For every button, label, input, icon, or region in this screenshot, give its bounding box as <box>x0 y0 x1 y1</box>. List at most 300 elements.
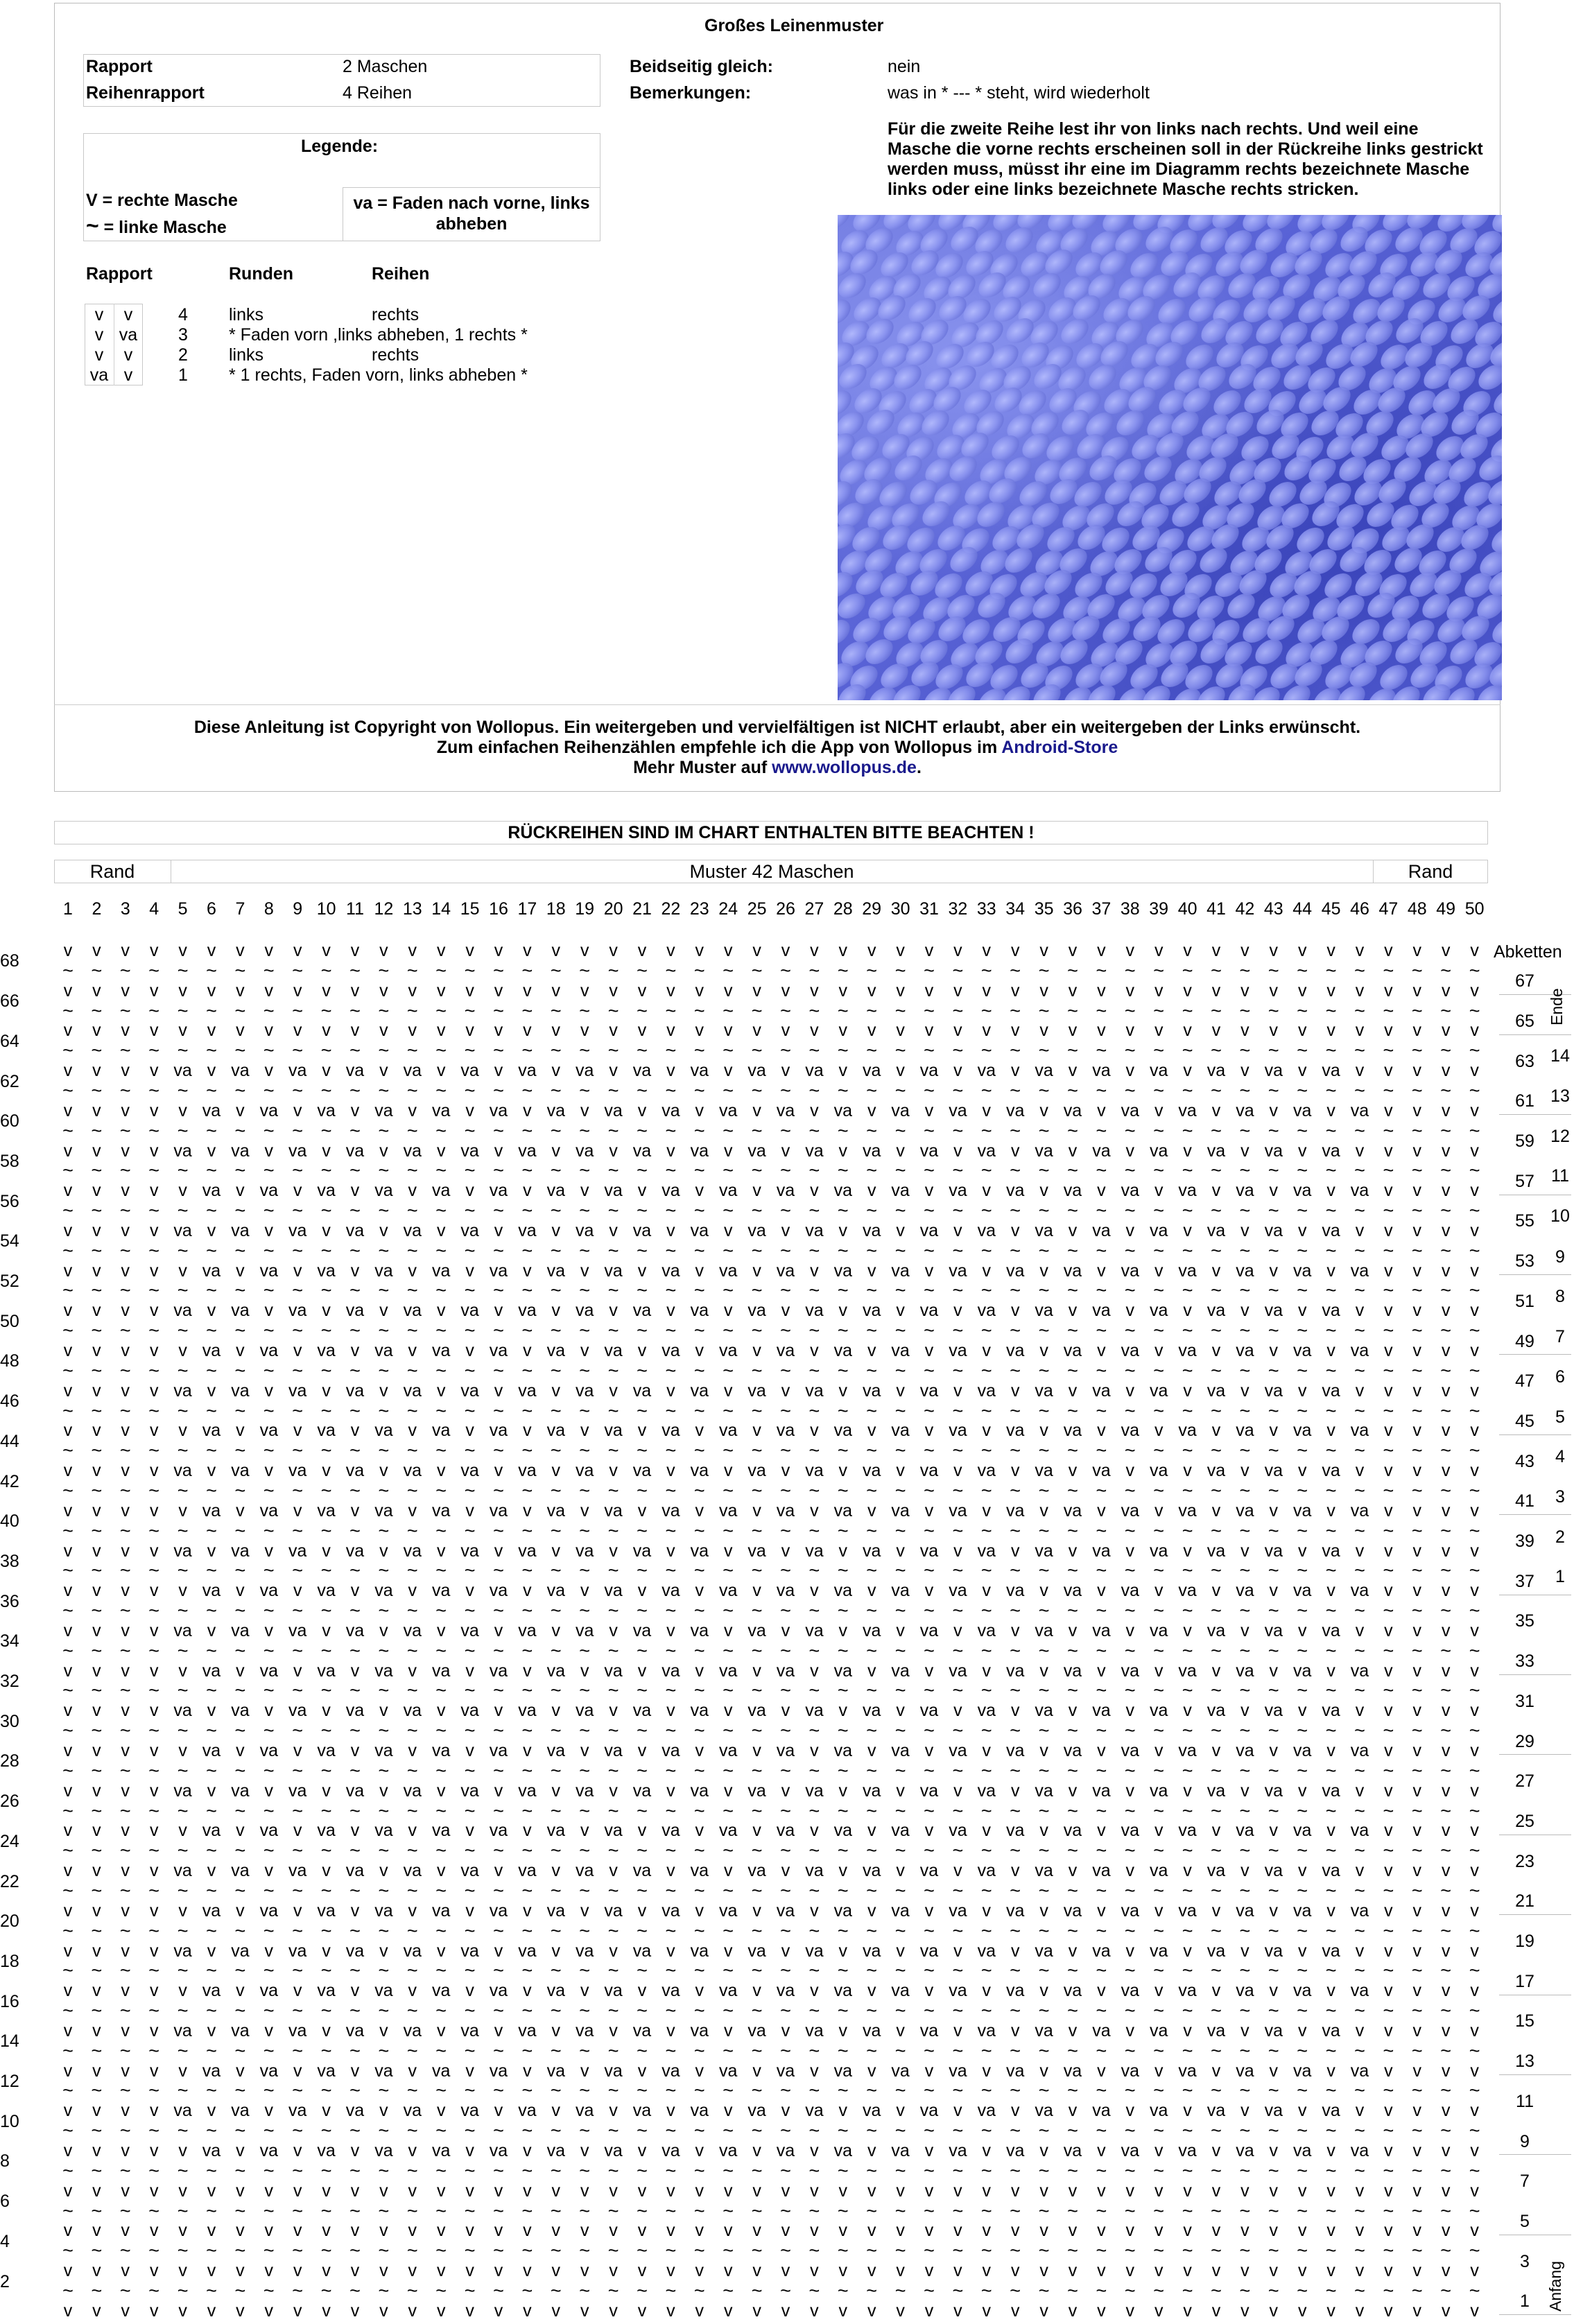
chart-stitch: v <box>1154 2261 1164 2280</box>
chart-stitch: v <box>953 1701 962 1720</box>
chart-stitch: v <box>121 1101 130 1120</box>
chart-stitch: ~ <box>493 2201 504 2221</box>
chart-stitch: v <box>379 2181 388 2201</box>
chart-stitch: ~ <box>980 1920 992 1941</box>
chart-stitch: v <box>207 2301 216 2321</box>
chart-stitch: va <box>747 1861 766 1880</box>
chart-stitch: va <box>489 1981 508 2000</box>
chart-stitch: ~ <box>1325 1640 1337 1661</box>
chart-stitch: ~ <box>464 1000 476 1021</box>
chart-stitch: ~ <box>607 1200 619 1221</box>
chart-stitch: ~ <box>1469 1801 1480 1821</box>
chart-stitch: ~ <box>579 2000 591 2021</box>
chart-stitch: v <box>408 1421 417 1440</box>
chart-stitch: va <box>1121 1181 1139 1200</box>
chart-stitch: v <box>666 1461 675 1480</box>
chart-stitch: v <box>149 1621 159 1640</box>
chart-stitch: ~ <box>607 1720 619 1741</box>
chart-stitch: ~ <box>866 1520 878 1541</box>
chart-stitch: ~ <box>1010 1440 1021 1461</box>
chart-stitch: ~ <box>1182 2080 1193 2101</box>
chart-stitch: ~ <box>1239 1401 1251 1421</box>
chart-stitch: v <box>924 2301 934 2321</box>
chart-stitch: v <box>1039 2061 1048 2081</box>
chart-stitch: ~ <box>1297 1720 1308 1741</box>
chart-stitch: ~ <box>1067 1640 1078 1661</box>
chart-stitch: ~ <box>119 1640 131 1661</box>
chart-stitch: v <box>896 1221 905 1240</box>
chart-stitch: v <box>637 981 647 1000</box>
chart-stitch: ~ <box>1325 1680 1337 1701</box>
chart-stitch: v <box>1010 1221 1020 1240</box>
chart-stitch: va <box>1063 1261 1082 1281</box>
chart-stitch: ~ <box>521 1120 533 1141</box>
chart-stitch: ~ <box>263 2240 275 2261</box>
chart-stitch: va <box>431 1821 451 1840</box>
chart-stitch: ~ <box>1297 1080 1308 1101</box>
chart-stitch: ~ <box>579 1040 591 1061</box>
chart-stitch: ~ <box>292 1200 304 1221</box>
chart-stitch: v <box>1326 1181 1335 1200</box>
chart-stitch: v <box>465 1021 474 1040</box>
chart-stitch: v <box>523 1821 532 1840</box>
chart-stitch: v <box>236 1981 245 2000</box>
chart-stitch: v <box>149 1261 159 1281</box>
chart-stitch: ~ <box>808 1720 820 1741</box>
chart-stitch: v <box>1470 1701 1479 1720</box>
chart-stitch: va <box>489 1501 508 1520</box>
chart-stitch: ~ <box>1182 2160 1193 2181</box>
chart-stitch: v <box>1183 1701 1192 1720</box>
row-number-even: 44 <box>0 1432 19 1451</box>
chart-stitch: v <box>666 1061 675 1080</box>
chart-stitch: v <box>1441 2061 1451 2081</box>
chart-stitch: va <box>431 1581 451 1600</box>
chart-stitch: v <box>982 1261 992 1281</box>
chart-stitch: ~ <box>263 1040 275 1061</box>
chart-stitch: ~ <box>637 1000 648 1021</box>
chart-stitch: v <box>1211 1021 1221 1040</box>
chart-stitch: ~ <box>119 1360 131 1381</box>
chart-stitch: ~ <box>148 1240 160 1261</box>
row-number-even: 64 <box>0 1032 19 1051</box>
chart-stitch: ~ <box>320 960 332 981</box>
chart-stitch: ~ <box>464 960 476 981</box>
chart-stitch: ~ <box>607 2160 619 2181</box>
chart-stitch: ~ <box>406 2040 418 2061</box>
chart-stitch: v <box>867 1261 876 1281</box>
small-chart-stitch: v <box>123 345 133 365</box>
chart-stitch: ~ <box>693 2160 705 2181</box>
chart-stitch: v <box>1412 1621 1422 1640</box>
chart-stitch: v <box>1154 1021 1164 1040</box>
chart-stitch: v <box>695 1581 704 1600</box>
chart-stitch: ~ <box>91 1320 103 1341</box>
chart-stitch: ~ <box>1153 1801 1165 1821</box>
chart-stitch: v <box>1384 2181 1393 2201</box>
android-store-link[interactable]: Android-Store <box>1001 738 1118 757</box>
chart-stitch: v <box>1297 1221 1307 1240</box>
chart-stitch: v <box>723 981 733 1000</box>
chart-stitch: va <box>575 1141 594 1161</box>
chart-stitch: ~ <box>1354 1200 1365 1221</box>
chart-stitch: ~ <box>550 2000 562 2021</box>
chart-stitch: ~ <box>980 1880 992 1901</box>
chart-stitch: ~ <box>866 2000 878 2021</box>
chart-stitch: ~ <box>349 1920 361 1941</box>
chart-stitch: ~ <box>1096 1320 1107 1341</box>
chart-stitch: ~ <box>521 1640 533 1661</box>
chart-stitch: ~ <box>693 1920 705 1941</box>
chart-stitch: v <box>982 2221 992 2240</box>
row-number-even: 48 <box>0 1351 19 1371</box>
chart-stitch: ~ <box>320 1880 332 1901</box>
chart-stitch: v <box>149 1741 159 1760</box>
chart-stitch: ~ <box>292 1240 304 1261</box>
chart-stitch: v <box>1269 1981 1279 2000</box>
chart-stitch: ~ <box>1440 1200 1452 1221</box>
chart-stitch: v <box>1039 1021 1048 1040</box>
chart-stitch: va <box>661 2141 680 2160</box>
chart-stitch: v <box>924 1181 934 1200</box>
chart-stitch: ~ <box>91 1801 103 1821</box>
chart-stitch: v <box>666 1701 675 1720</box>
chart-stitch: va <box>1092 1461 1111 1480</box>
chart-stitch: v <box>666 2021 675 2040</box>
chart-stitch: v <box>1240 1461 1249 1480</box>
chart-stitch: ~ <box>550 960 562 981</box>
chart-stitch: ~ <box>521 1160 533 1181</box>
chart-stitch: v <box>322 1541 331 1561</box>
chart-stitch: ~ <box>1124 1440 1136 1461</box>
row-number-odd: 19 <box>1515 1932 1534 1951</box>
chart-stitch: ~ <box>292 1000 304 1021</box>
chart-stitch: v <box>1125 1541 1135 1561</box>
chart-stitch: ~ <box>349 1720 361 1741</box>
chart-stitch: v <box>1441 1021 1451 1040</box>
chart-stitch: v <box>1097 1741 1106 1760</box>
chart-stitch: v <box>1441 2021 1451 2040</box>
chart-stitch: va <box>718 1901 738 1920</box>
chart-stitch: ~ <box>1239 2280 1251 2301</box>
chart-stitch: ~ <box>1239 1440 1251 1461</box>
chart-stitch: ~ <box>952 2160 964 2181</box>
chart-stitch: ~ <box>579 1920 591 1941</box>
chart-stitch: ~ <box>493 1520 504 1541</box>
chart-stitch: va <box>1264 1461 1283 1480</box>
chart-stitch: ~ <box>1268 2120 1279 2141</box>
chart-stitch: v <box>867 1901 876 1920</box>
chart-stitch: ~ <box>579 1520 591 1541</box>
chart-stitch: ~ <box>521 1040 533 1061</box>
chart-stitch: ~ <box>378 2240 390 2261</box>
chart-stitch: ~ <box>1383 1280 1394 1301</box>
chart-stitch: ~ <box>808 1480 820 1501</box>
chart-stitch: va <box>546 1341 565 1360</box>
column-number: 13 <box>402 899 422 919</box>
chart-stitch: ~ <box>406 1760 418 1781</box>
wollopus-website-link[interactable]: www.wollopus.de <box>772 758 917 777</box>
chart-stitch: va <box>403 1701 422 1720</box>
chart-stitch: v <box>1441 1861 1451 1880</box>
chart-stitch: ~ <box>1096 1560 1107 1581</box>
chart-stitch: va <box>259 1181 278 1200</box>
chart-stitch: va <box>460 2101 479 2120</box>
chart-stitch: va <box>805 1861 824 1880</box>
chart-stitch: ~ <box>1469 1760 1480 1781</box>
chart-stitch: ~ <box>263 2000 275 2021</box>
chart-stitch: ~ <box>693 2040 705 2061</box>
chart-stitch: ~ <box>1325 1600 1337 1621</box>
chart-stitch: v <box>436 1301 446 1320</box>
chart-stitch: ~ <box>1268 1640 1279 1661</box>
chart-stitch: ~ <box>1153 1640 1165 1661</box>
chart-stitch: ~ <box>637 1560 648 1581</box>
chart-stitch: v <box>207 2021 216 2040</box>
chart-stitch: v <box>723 1461 733 1480</box>
column-number: 48 <box>1407 899 1427 919</box>
chart-stitch: v <box>982 1421 992 1440</box>
chart-stitch: v <box>178 1101 187 1120</box>
chart-stitch: ~ <box>1239 960 1251 981</box>
chart-stitch: ~ <box>1268 1840 1279 1861</box>
chart-stitch: v <box>92 1701 101 1720</box>
chart-stitch: v <box>207 1061 216 1080</box>
chart-stitch: v <box>1154 2141 1164 2160</box>
chart-stitch: ~ <box>665 2040 677 2061</box>
chart-stitch: va <box>891 1581 910 1600</box>
chart-stitch: v <box>264 2221 274 2240</box>
chart-stitch: v <box>1269 1021 1279 1040</box>
chart-stitch: v <box>1039 1261 1048 1281</box>
chart-stitch: va <box>661 1181 680 1200</box>
chart-stitch: va <box>604 1821 623 1840</box>
chart-stitch: v <box>178 941 187 960</box>
chart-stitch: ~ <box>62 1440 73 1461</box>
chart-stitch: va <box>345 1541 365 1561</box>
chart-stitch: ~ <box>1440 1480 1452 1501</box>
chart-stitch: ~ <box>91 960 103 981</box>
chart-stitch: va <box>575 1621 594 1640</box>
chart-stitch: ~ <box>1124 1880 1136 1901</box>
chart-stitch: v <box>1355 1701 1365 1720</box>
chart-stitch: v <box>379 1941 388 1961</box>
chart-stitch: ~ <box>1096 1160 1107 1181</box>
chart-stitch: ~ <box>62 1040 73 1061</box>
chart-stitch: va <box>690 1461 709 1480</box>
chart-stitch: ~ <box>924 2160 935 2181</box>
chart-stitch: ~ <box>1010 1760 1021 1781</box>
chart-stitch: va <box>718 1821 738 1840</box>
chart-stitch: ~ <box>894 2240 906 2261</box>
chart-stitch: v <box>149 1141 159 1161</box>
chart-stitch: v <box>1412 1461 1422 1480</box>
chart-stitch: v <box>436 1861 446 1880</box>
chart-stitch: ~ <box>837 1640 849 1661</box>
chart-stitch: v <box>781 1861 790 1880</box>
chart-stitch: v <box>1125 2181 1135 2201</box>
chart-stitch: ~ <box>521 1000 533 1021</box>
chart-stitch: ~ <box>837 1680 849 1701</box>
chart-stitch: ~ <box>406 1360 418 1381</box>
chart-stitch: ~ <box>119 1080 131 1101</box>
chart-stitch: v <box>953 2301 962 2321</box>
chart-stitch: va <box>288 1141 307 1161</box>
chart-stitch: ~ <box>435 2000 447 2021</box>
chart-stitch: ~ <box>1182 2240 1193 2261</box>
chart-stitch: ~ <box>349 1760 361 1781</box>
chart-stitch: ~ <box>866 1040 878 1061</box>
chart-stitch: ~ <box>723 1240 734 1261</box>
chart-stitch: va <box>489 1821 508 1840</box>
small-chart-stitch: v <box>94 325 104 345</box>
chart-stitch: va <box>776 1101 795 1120</box>
chart-stitch: ~ <box>206 1280 217 1301</box>
chart-stitch: v <box>121 1781 130 1801</box>
chart-stitch: ~ <box>378 1160 390 1181</box>
chart-stitch: ~ <box>780 1120 791 1141</box>
chart-stitch: v <box>896 2261 905 2280</box>
chart-stitch: v <box>1470 1861 1479 1880</box>
chart-stitch: v <box>1240 2261 1249 2280</box>
chart-stitch: v <box>810 1741 819 1760</box>
chart-stitch: v <box>92 1261 101 1281</box>
chart-stitch: ~ <box>723 2160 734 2181</box>
chart-stitch: v <box>1211 1341 1221 1360</box>
chart-stitch: v <box>551 1381 561 1401</box>
chart-stitch: ~ <box>91 2120 103 2141</box>
chart-stitch: va <box>202 1901 221 1920</box>
chart-stitch: ~ <box>1010 1080 1021 1101</box>
chart-stitch: ~ <box>1010 1040 1021 1061</box>
chart-stitch: ~ <box>866 2120 878 2141</box>
chart-stitch: ~ <box>808 2040 820 2061</box>
chart-stitch: v <box>1412 1061 1422 1080</box>
chart-stitch: ~ <box>894 1200 906 1221</box>
chart-stitch: ~ <box>493 1120 504 1141</box>
chart-stitch: ~ <box>866 2080 878 2101</box>
chart-stitch: ~ <box>808 1760 820 1781</box>
chart-stitch: ~ <box>808 1401 820 1421</box>
chart-stitch: v <box>1211 981 1221 1000</box>
chart-stitch: v <box>149 2181 159 2201</box>
chart-stitch: v <box>178 1021 187 1040</box>
chart-stitch: ~ <box>464 2080 476 2101</box>
column-number: 8 <box>263 899 274 919</box>
chart-stitch: ~ <box>607 960 619 981</box>
chart-stitch: ~ <box>234 1640 246 1661</box>
chart-stitch: v <box>494 2221 503 2240</box>
chart-stitch: va <box>1035 2101 1053 2120</box>
chart-stitch: ~ <box>1124 1200 1136 1221</box>
chart-stitch: va <box>345 1461 365 1480</box>
chart-stitch: ~ <box>1297 1520 1308 1541</box>
chart-stitch: va <box>1292 1821 1312 1840</box>
chart-stitch: ~ <box>148 1360 160 1381</box>
chart-stitch: v <box>1441 1701 1451 1720</box>
chart-stitch: va <box>805 1701 824 1720</box>
chart-stitch: va <box>259 1901 278 1920</box>
chart-stitch: ~ <box>924 1480 935 1501</box>
chart-stitch: v <box>149 1221 159 1240</box>
chart-stitch: va <box>1292 1341 1312 1360</box>
chart-stitch: ~ <box>1067 1680 1078 1701</box>
chart-stitch: va <box>1149 1381 1168 1401</box>
chart-stitch: ~ <box>866 1480 878 1501</box>
chart-stitch: va <box>1121 1741 1139 1760</box>
chart-stitch: ~ <box>148 2240 160 2261</box>
chart-stitch: v <box>92 1301 101 1320</box>
chart-stitch: ~ <box>435 1720 447 1741</box>
chart-stitch: ~ <box>665 1160 677 1181</box>
chart-stitch: va <box>632 1781 652 1801</box>
chart-stitch: v <box>322 981 331 1000</box>
chart-stitch: v <box>551 2021 561 2040</box>
chart-stitch: v <box>523 2301 532 2321</box>
chart-stitch: ~ <box>1440 1801 1452 1821</box>
chart-stitch: va <box>1322 1861 1340 1880</box>
chart-stitch: ~ <box>349 1440 361 1461</box>
chart-stitch: va <box>259 1821 278 1840</box>
chart-stitch: v <box>1183 2261 1192 2280</box>
chart-stitch: va <box>1005 2061 1025 2081</box>
chart-stitch: ~ <box>579 2240 591 2261</box>
row-number-even: 52 <box>0 1272 19 1291</box>
chart-stitch: ~ <box>1268 2160 1279 2181</box>
chart-stitch: ~ <box>234 1200 246 1221</box>
chart-stitch: ~ <box>292 1520 304 1541</box>
chart-stitch: va <box>833 1741 852 1760</box>
chart-stitch: ~ <box>693 1320 705 1341</box>
chart-stitch: ~ <box>924 2240 935 2261</box>
chart-stitch: v <box>1097 2141 1106 2160</box>
row-number-odd: 21 <box>1515 1891 1534 1911</box>
chart-stitch: v <box>494 2021 503 2040</box>
chart-stitch: ~ <box>378 1401 390 1421</box>
chart-stitch: ~ <box>550 2120 562 2141</box>
chart-stitch: ~ <box>894 2160 906 2181</box>
chart-stitch: ~ <box>1096 960 1107 981</box>
chart-stitch: ~ <box>91 2160 103 2181</box>
chart-stitch: ~ <box>91 1440 103 1461</box>
chart-stitch: v <box>867 1741 876 1760</box>
chart-stitch: ~ <box>866 2160 878 2181</box>
chart-stitch: ~ <box>579 2120 591 2141</box>
chart-stitch: v <box>494 1861 503 1880</box>
chart-stitch: v <box>1211 2261 1221 2280</box>
chart-stitch: v <box>1412 1221 1422 1240</box>
chart-stitch: va <box>949 1501 967 1520</box>
chart-stitch: ~ <box>1239 1200 1251 1221</box>
chart-stitch: ~ <box>349 1640 361 1661</box>
chart-stitch: v <box>838 1541 848 1561</box>
chart-stitch: ~ <box>493 1360 504 1381</box>
chart-stitch: ~ <box>292 960 304 981</box>
chart-stitch: ~ <box>894 1120 906 1141</box>
chart-stitch: ~ <box>637 1160 648 1181</box>
chart-stitch: v <box>1211 2221 1221 2240</box>
chart-stitch: v <box>236 1101 245 1120</box>
chart-stitch: v <box>723 1781 733 1801</box>
chart-stitch: ~ <box>263 960 275 981</box>
chart-stitch: ~ <box>521 1240 533 1261</box>
chart-stitch: va <box>1292 1421 1312 1440</box>
chart-stitch: va <box>949 1101 967 1120</box>
chart-stitch: ~ <box>435 1160 447 1181</box>
chart-stitch: v <box>1039 2301 1048 2321</box>
chart-stitch: ~ <box>550 1520 562 1541</box>
chart-stitch: v <box>1010 1061 1020 1080</box>
